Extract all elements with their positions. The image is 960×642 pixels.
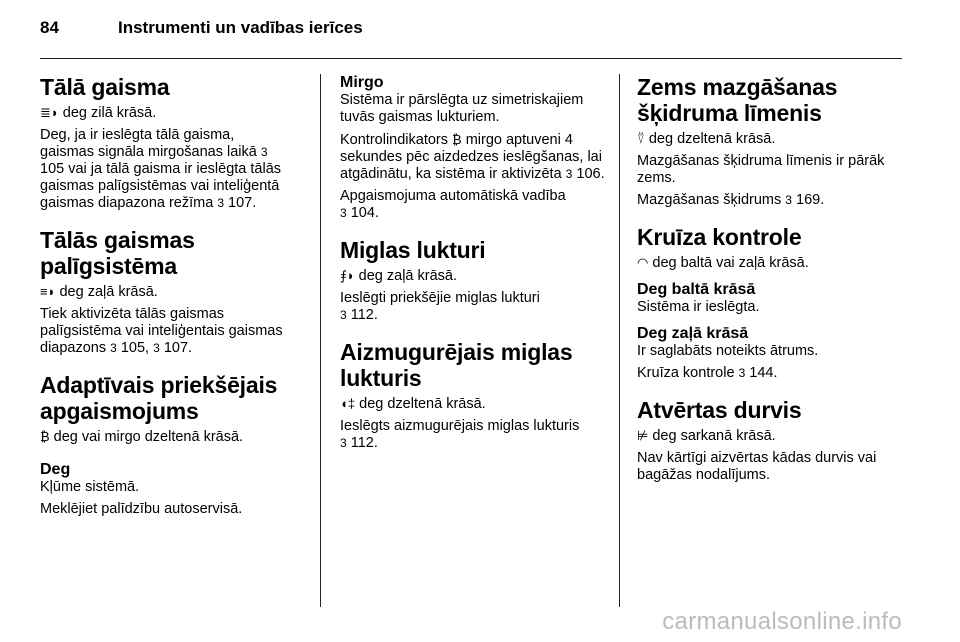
front-fog-light-icon: ⨎◗ xyxy=(340,268,355,283)
cruise-icon-line: ◠ deg baltā vai zaļā krāsā. xyxy=(637,255,809,271)
door-icon-line: ⊭ deg sarkanā krāsā. xyxy=(637,428,776,444)
fog-light-text: Ieslēgti priekšējie miglas lukturi 3 112. xyxy=(340,290,540,323)
ref-arrow-icon: 3 xyxy=(785,193,792,207)
high-beam-text: Deg, ja ir ieslēgta tālā gaisma, gaismas signāla mirgošanas laikā 3 105 vai ja tālā gaisma ir ieslēgta tālās gaismas palīgsistēmas vai inteliģentā gaismas diapazona režīma 3 107. xyxy=(40,127,282,211)
ref-arrow-icon: 3 xyxy=(110,341,117,355)
column-2 xyxy=(340,74,608,457)
ref-arrow-icon: 3 xyxy=(340,206,347,220)
ref-arrow-icon: 3 xyxy=(260,145,268,159)
page-number: 84 xyxy=(40,18,59,37)
ref-arrow-icon: 3 xyxy=(340,436,347,450)
ref-arrow-icon: 3 xyxy=(565,167,573,181)
header-rule xyxy=(40,58,902,59)
open-door-icon: ⊭ xyxy=(637,428,649,443)
section-title-open-doors: Atvērtas durvis xyxy=(637,397,802,423)
rear-fog-text: Ieslēgts aizmugurējais miglas lukturis 3 112. xyxy=(340,418,580,451)
watermark: carmanualsonline.info xyxy=(662,608,902,635)
service-text: Meklējiet palīdzību autoservisā. xyxy=(40,501,243,517)
section-title-adaptive-lighting: Adaptīvais priekšējais apgaismojums xyxy=(40,372,278,424)
section-title-high-beam-assist: Tālās gaismas palīgsistēma xyxy=(40,227,195,279)
page-header xyxy=(40,18,363,48)
cruise-control-icon: ◠ xyxy=(637,255,649,270)
washer-icon-line: ⍢ deg dzeltenā krāsā. xyxy=(637,131,776,147)
high-beam-assist-text: Tiek aktivizēta tālās gaismas palīgsistēma vai inteliģentais gaismas diapazons 3 105, 3 107. xyxy=(40,306,283,356)
adaptive-lighting-icon: ₿ xyxy=(40,429,50,444)
subtitle-deg: Deg xyxy=(40,461,71,478)
column-1 xyxy=(40,74,290,523)
fog-light-icon-line: ⨎◗ deg zaļā krāsā. xyxy=(340,268,457,284)
ref-arrow-icon: 3 xyxy=(738,366,746,380)
adaptive-lighting-icon: ₿ xyxy=(452,132,462,147)
ref-arrow-icon: 3 xyxy=(217,196,225,210)
subtitle-white: Deg baltā krāsā xyxy=(637,281,756,298)
fault-text: Kļūme sistēmā. xyxy=(40,479,140,495)
section-title-rear-fog-light: Aizmugurējais miglas lukturis xyxy=(340,339,573,391)
section-title-cruise-control: Kruīza kontrole xyxy=(637,224,802,250)
subtitle-mirgo: Mirgo xyxy=(340,74,384,91)
high-beam-assist-icon: ≡◗ xyxy=(40,284,56,299)
cruise-text-2: Ir saglabāts noteikts ātrums. xyxy=(637,343,819,359)
section-title-washer-fluid: Zems mazgāšanas šķidruma līmenis xyxy=(637,74,838,126)
mirgo-text-3: Apgaismojuma automātiskā vadība 3 104. xyxy=(340,188,566,221)
page-title: Instrumenti un vadības ierīces xyxy=(118,18,363,37)
section-title-fog-lights: Miglas lukturi xyxy=(340,237,486,263)
column-divider-1 xyxy=(320,74,321,607)
section-title-high-beam: Tālā gaisma xyxy=(40,74,170,100)
ref-arrow-icon: 3 xyxy=(153,341,160,355)
rear-fog-icon-line: ◖‡ deg dzeltenā krāsā. xyxy=(340,396,486,412)
adaptive-lighting-icon-line: ₿ deg vai mirgo dzeltenā krāsā. xyxy=(40,429,244,445)
rear-fog-light-icon: ◖‡ xyxy=(340,396,356,411)
cruise-text-1: Sistēma ir ieslēgta. xyxy=(637,299,760,315)
mirgo-text-2: Kontrolindikators ₿ mirgo aptuveni 4 sekundes pēc aizdedzes ieslēgšanas, lai atgādinātu, ka sistēma ir aktivizēta 3 106. xyxy=(340,132,605,182)
washer-text-2: Mazgāšanas šķidrums 3 169. xyxy=(637,192,825,208)
subtitle-green: Deg zaļā krāsā xyxy=(637,325,749,342)
high-beam-icon: ≣◗ xyxy=(40,105,59,120)
ref-arrow-icon: 3 xyxy=(340,308,347,322)
high-beam-icon-line: ≣◗ deg zilā krāsā. xyxy=(40,105,157,121)
door-text: Nav kārtīgi aizvērtas kādas durvis vai bagāžas nodalījums. xyxy=(637,450,877,483)
column-3 xyxy=(637,74,909,489)
mirgo-text-1: Sistēma ir pārslēgta uz simetriskajiem tuvās gaismas lukturiem. xyxy=(340,92,584,125)
washer-text-1: Mazgāšanas šķidruma līmenis ir pārāk zems. xyxy=(637,153,885,186)
high-beam-assist-icon-line: ≡◗ deg zaļā krāsā. xyxy=(40,284,158,300)
cruise-text-3: Kruīza kontrole 3 144. xyxy=(637,365,778,381)
washer-fluid-icon: ⍢ xyxy=(637,131,645,146)
column-divider-2 xyxy=(619,74,620,607)
